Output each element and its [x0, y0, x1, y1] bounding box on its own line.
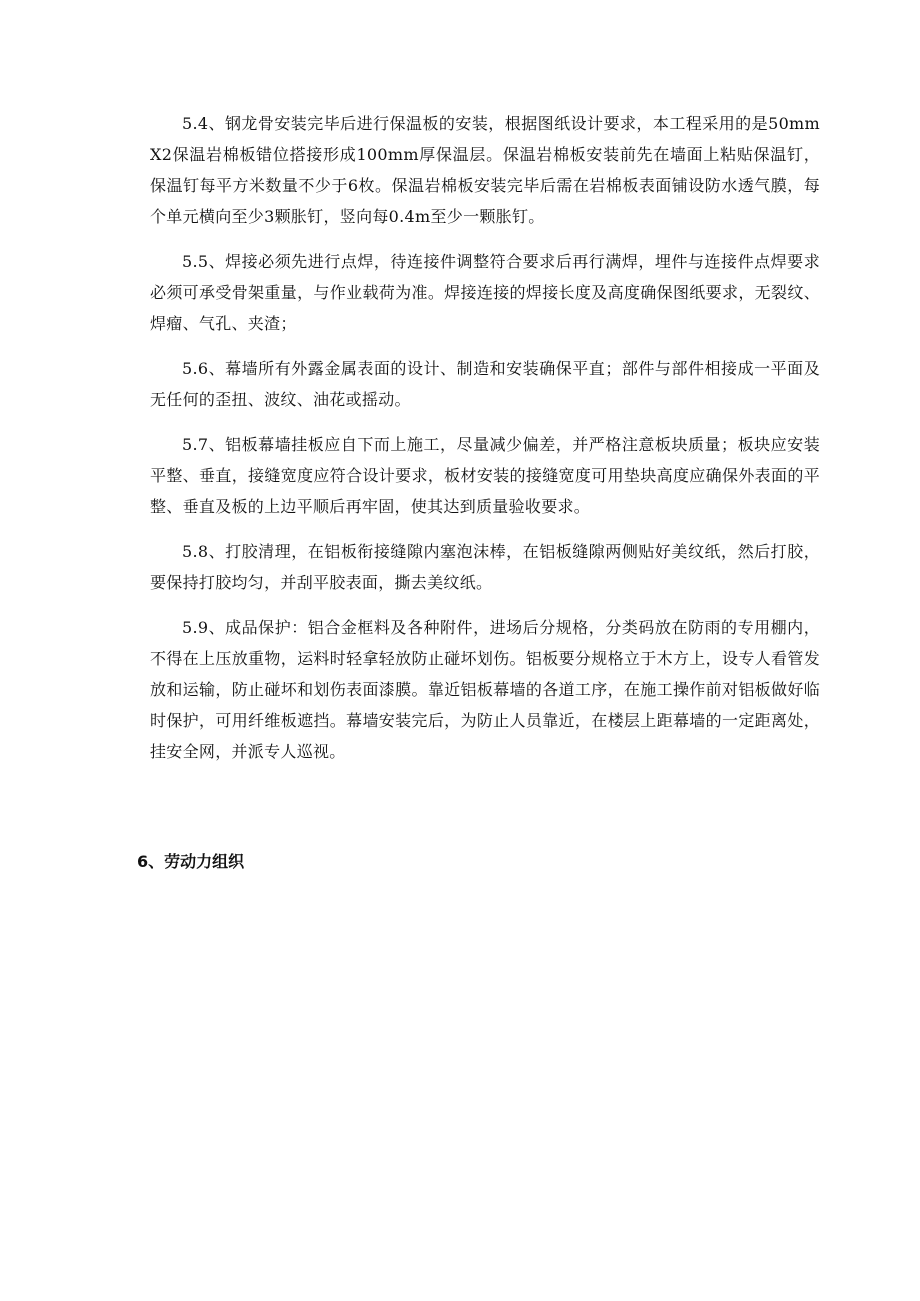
paragraph-5-4: 5.4、钢龙骨安装完毕后进行保温板的安装，根据图纸设计要求，本工程采用的是50mmX2保温岩棉板错位搭接形成100mm厚保温层。保温岩棉板安装前先在墙面上粘贴保温钉，保温钉每平方米数量不少于6枚。保温岩棉板安装完毕后需在岩棉板表面铺设防水透气膜，每个单元横向至少3颗胀钉，竖向每0.4m至少一颗胀钉。: [150, 114, 820, 226]
section-heading: 6、劳动力组织: [137, 852, 245, 871]
paragraph-5-7: 5.7、铝板幕墙挂板应自下而上施工，尽量减少偏差，并严格注意板块质量；板块应安装平整、垂直，接缝宽度应符合设计要求，板材安装的接缝宽度可用垫块高度应确保外表面的平整、垂直及板的上边平顺后再牢固，使其达到质量验收要求。: [150, 435, 820, 516]
paragraph-5-6: 5.6、幕墙所有外露金属表面的设计、制造和安装确保平直；部件与部件相接成一平面及无任何的歪扭、波纹、油花或摇动。: [150, 359, 820, 409]
paragraph-5-9: 5.9、成品保护：铝合金框料及各种附件，进场后分规格，分类码放在防雨的专用棚内，不得在上压放重物，运料时轻拿轻放防止碰坏划伤。铝板要分规格立于木方上，设专人看管发放和运输，防止碰坏和划伤表面漆膜。靠近铝板幕墙的各道工序，在施工操作前对铝板做好临时保护，可用纤维板遮挡。幕墙安装完后，为防止人员靠近，在楼层上距幕墙的一定距离处，挂安全网，并派专人巡视。: [150, 618, 820, 761]
paragraph-5-5: 5.5、焊接必须先进行点焊，待连接件调整符合要求后再行满焊，埋件与连接件点焊要求必须可承受骨架重量，与作业载荷为准。焊接连接的焊接长度及高度确保图纸要求，无裂纹、焊瘤、气孔、夹渣；: [150, 252, 820, 333]
document-body: [150, 108, 820, 781]
paragraph-5-8: 5.8、打胶清理，在铝板衔接缝隙内塞泡沫棒，在铝板缝隙两侧贴好美纹纸，然后打胶，要保持打胶均匀，并刮平胶表面，撕去美纹纸。: [150, 542, 820, 592]
